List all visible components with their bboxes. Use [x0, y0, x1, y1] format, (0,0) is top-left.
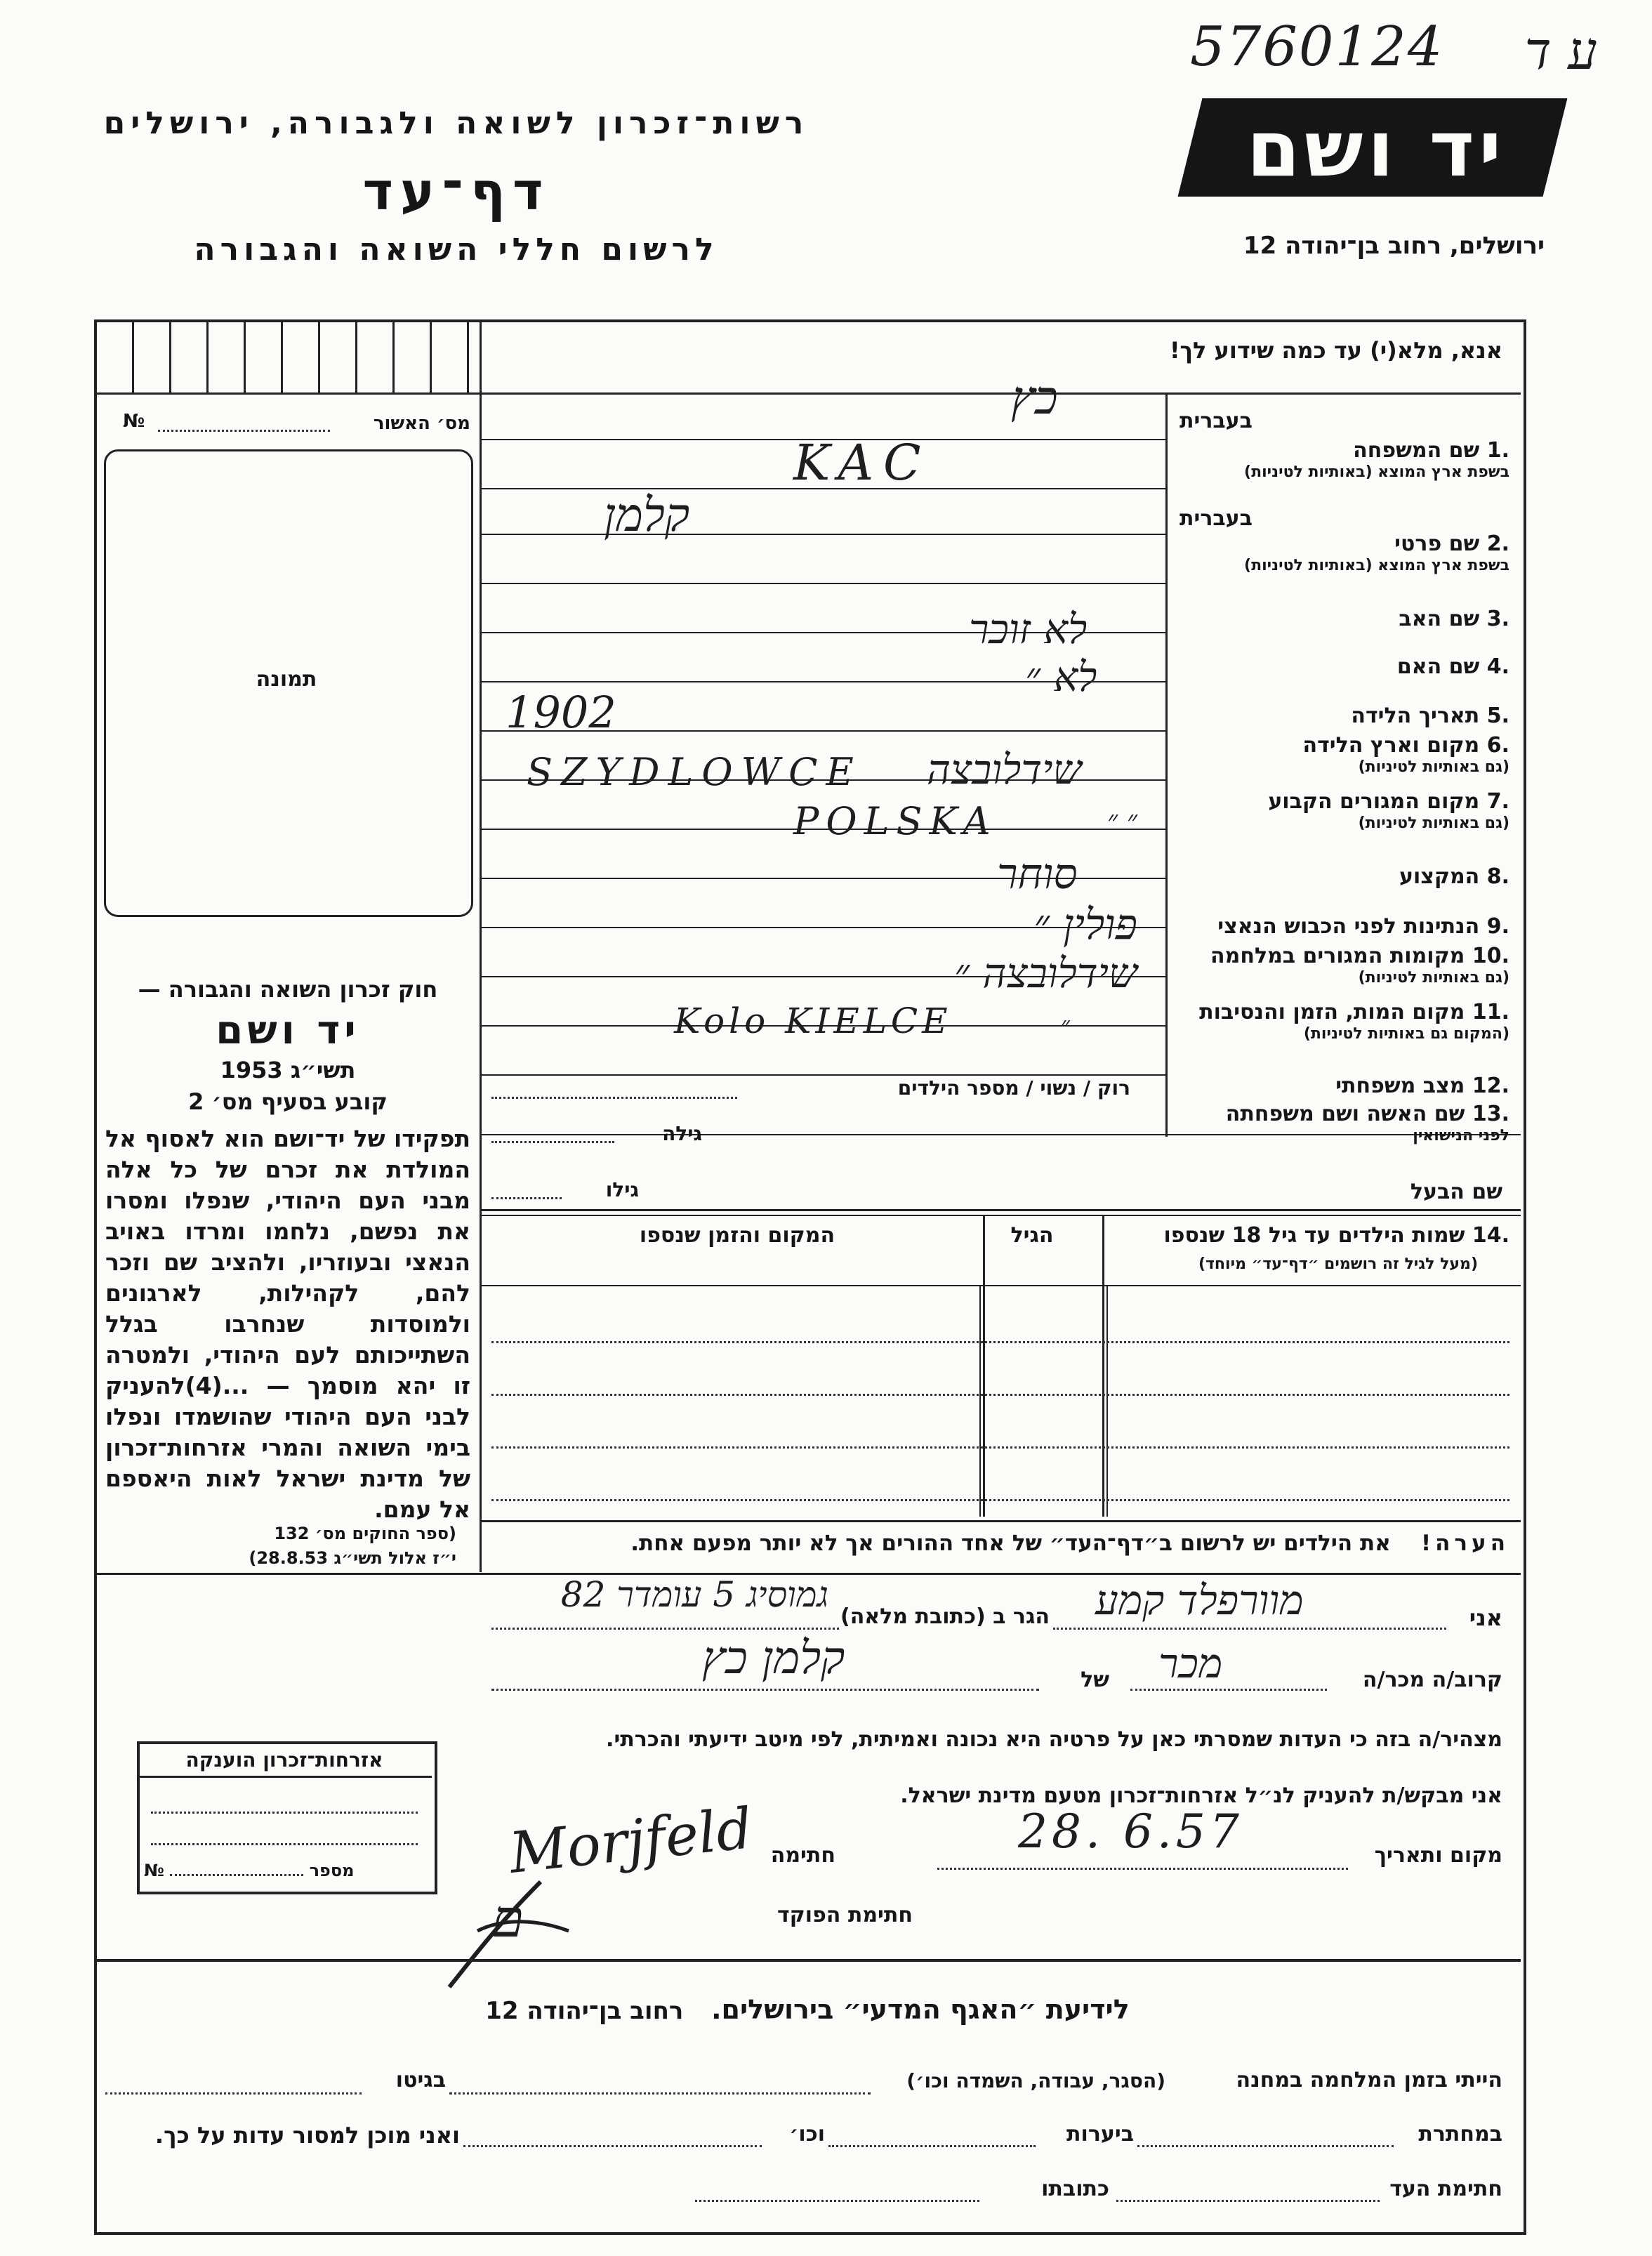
logo-text: יד ושם [1246, 104, 1506, 194]
decl-statement: מצהיר/ה בזה כי העדות שמסרתי כאן על פרטיה היא נכונה ואמיתית, לפי מיטב ידיעתי והכרתי. [606, 1727, 1502, 1752]
surname-latin-value: KAC [793, 434, 931, 492]
header-address: ירושלים, רחוב בן־יהודה 12 [1243, 232, 1545, 260]
children-note: (מעל לגיל זה רושמים ״דף־עד״ מיוחד) [1198, 1255, 1478, 1273]
death-place-value: Kolo KIELCE [674, 1001, 952, 1041]
birth-date-value: 1902 [505, 687, 616, 738]
org-line: רשות־זכרון לשואה ולגבורה, ירושלים [103, 105, 810, 141]
decl-relation-value: מכר [1158, 1640, 1223, 1687]
citizenship-value: פולין ״ [1033, 900, 1137, 949]
field-1-label: .1 שם המשפחה בשפת ארץ המוצא (באותיות לטיניות) [1244, 438, 1509, 481]
place-date-value: 28. 6.57 [1018, 1805, 1243, 1859]
bottom-line2-mid: ביערות [1066, 2122, 1134, 2146]
profession-value: סוחר [997, 850, 1078, 899]
bottom-title-start: לידיעת [1045, 1994, 1130, 2025]
bottom-line2-mid2: וכו׳ [789, 2122, 825, 2146]
husband-label: שם הבעל [1410, 1180, 1502, 1204]
stamp-box-title: אזרחות־זכרון הוענקה [137, 1748, 432, 1778]
wartime-residence-value: שידלובצה ״ [954, 949, 1137, 997]
decl-resides-value: גמוסיג 5 עומדר 82 [560, 1574, 828, 1615]
field-3-label: .3 שם האב [1399, 607, 1509, 631]
residence-ditto-value: ״ ״ [1106, 805, 1137, 837]
decl-i-value: מוורפלד קמע [1095, 1576, 1304, 1624]
residence-value: POLSKA [793, 799, 998, 843]
bottom-line2-end: ואני מוכן למסור עדות על כך. [154, 2122, 460, 2149]
bottom-line2-start: במחתרת [1418, 2122, 1502, 2146]
approval-no-sign: № [123, 411, 145, 432]
birth-place-hebrew-value: שידלובצה [927, 746, 1082, 793]
tick-boxes [97, 322, 480, 395]
bottom-line3-start: חתימת העד [1389, 2177, 1502, 2201]
form-subtitle: לרשום חללי השואה והגבורה [194, 232, 719, 268]
field-7-label: .7 מקום המגורים הקבוע (גם באותיות לטיניות) [1268, 789, 1509, 832]
decl-resides-label: הגר ב (כתובת מלאה) [840, 1604, 1050, 1629]
first-name-hebrew-value: קלמן [604, 488, 690, 542]
decl-of-value: קלמן כץ [702, 1632, 845, 1684]
place-date-label: מקום ותאריך [1374, 1843, 1502, 1868]
husband-age-label: גילו [605, 1178, 639, 1201]
field-5-label: .5 תאריך הלידה [1351, 704, 1509, 728]
children-place-header: המקום והזמן שנספו [639, 1223, 835, 1248]
bottom-line3-end: כתובתו [1041, 2177, 1109, 2201]
in-hebrew-label-1: בעברית [1179, 409, 1253, 433]
birth-place-latin-value: SZYDLOWCE [527, 750, 862, 794]
law-title: חוק זכרון השואה והגבורה — [138, 976, 438, 1003]
decl-i-label: אני [1469, 1604, 1502, 1631]
field-9-label: .9 הנתינות לפני הכבוש הנאצי [1217, 914, 1509, 939]
note-text: את הילדים יש לרשום ב״דף־העד״ של אחד ההורים אך לא יותר מפעם אחת. [630, 1531, 1391, 1556]
field-6-label: .6 מקום וארץ הלידה (גם באותיות לטיניות) [1302, 733, 1509, 776]
field-2-label: .2 שם פרטי בשפת ארץ המוצא (באותיות לטיניות) [1244, 532, 1509, 574]
stamp-box-number: מספר № [144, 1861, 355, 1880]
decl-relation-label: קרוב/ה מכר/ה [1362, 1668, 1502, 1692]
mother-name-value: לא ״ [1025, 653, 1097, 701]
wife-age-label: גילה [662, 1122, 702, 1145]
field-12-label: .12 מצב משפחתי [1335, 1074, 1509, 1098]
officer-signature: ם [491, 1889, 524, 1949]
field-8-label: .8 המקצוע [1399, 864, 1509, 889]
form-instruction: אנא, מלא(י) עד כמה שידוע לך! [1169, 337, 1502, 364]
surname-hebrew-value: כץ [1011, 371, 1058, 425]
approval-label: מס׳ האשור [373, 413, 470, 434]
note-label: הערה! [1420, 1531, 1509, 1556]
field-13-label: .13 שם האשה ושם משפחתה לפני הנישואין [1225, 1102, 1509, 1145]
children-header: .14 שמות הילדים עד גיל 18 שנספו [1163, 1223, 1509, 1248]
law-text: תפקידו של יד־ושם הוא לאסוף אל המולדת את זכרם של כל אלה מבני העם היהודי, שנפלו ומסרו את נפשם, נלחמו ומרדו באויב הנאצי ובעוזריו, ולהציב שם וזכר להם, לקהילות, לארגונים ולמוסדות שנחרבו בגלל השתייכותם לעם היהודי, ולמטרה זו יהא מוסמך — ...(4)להעניק לבני העם היהודי שהושמדו ונפלו בימי השואה והמרי אזרחות־זכרון של מדינת ישראל לאות היאספם אל עמם. [105, 1125, 470, 1523]
bottom-title-main: ״האגף המדעי״ בירושלים. [711, 1994, 1037, 2025]
field-11-label: .11 מקום המות, הזמן והנסיבות (המקום גם באותיות לטיניות) [1199, 1000, 1509, 1043]
field-4-label: .4 שם האם [1396, 654, 1509, 679]
bottom-line1-hint: (הסגר, עבודה, השמדה וכו׳) [906, 2069, 1165, 2092]
form-title: דף־עד [362, 161, 550, 222]
decl-of-label: של [1081, 1668, 1109, 1692]
law-year-num: 1953 [220, 1057, 283, 1083]
law-year [105, 1057, 470, 1083]
bottom-title [316, 1994, 1299, 2025]
note-row [491, 1531, 1509, 1556]
archive-number: 5760124 [1190, 15, 1444, 79]
law-name: יד ושם [216, 1008, 360, 1053]
death-place-ditto: ״ [1060, 1012, 1070, 1041]
bottom-title-address: רחוב בן־יהודה 12 [485, 1997, 684, 2025]
signature-value: Morjfeld [506, 1795, 755, 1886]
law-year-he: תשי״ג [290, 1057, 356, 1083]
bottom-line1-end: בגיטו [395, 2068, 446, 2092]
children-age-header: הגיל [1010, 1223, 1054, 1248]
field-10-label: .10 מקומות המגורים במלחמה (גם באותיות לטיניות) [1210, 944, 1509, 987]
officer-label: חתימת הפוקד [777, 1903, 913, 1927]
officer-signature-stroke [435, 1868, 576, 1994]
bottom-line1-label: הייתי בזמן המלחמה במחנה [1236, 2068, 1502, 2092]
in-hebrew-label-2: בעברית [1179, 506, 1253, 531]
decl-request: אני מבקש/ת להעניק לנ״ל אזרחות־זכרון מטעם מדינת ישראל. [900, 1783, 1502, 1808]
signature-label: חתימה [770, 1843, 835, 1868]
photo-label: תמונה [256, 667, 317, 692]
law-source-date: י״ז אלול תשי״ג 28.8.53) [249, 1548, 456, 1568]
marital-options: רוק / נשוי / מספר הילדים [897, 1076, 1130, 1100]
law-source: (ספר החוקים מס׳ 132 [274, 1524, 456, 1543]
law-clause: קובע בסעיף מס׳ 2 [188, 1088, 388, 1115]
father-name-value: לא זוכר [969, 605, 1088, 653]
corner-mark: ע ד [1524, 21, 1597, 81]
